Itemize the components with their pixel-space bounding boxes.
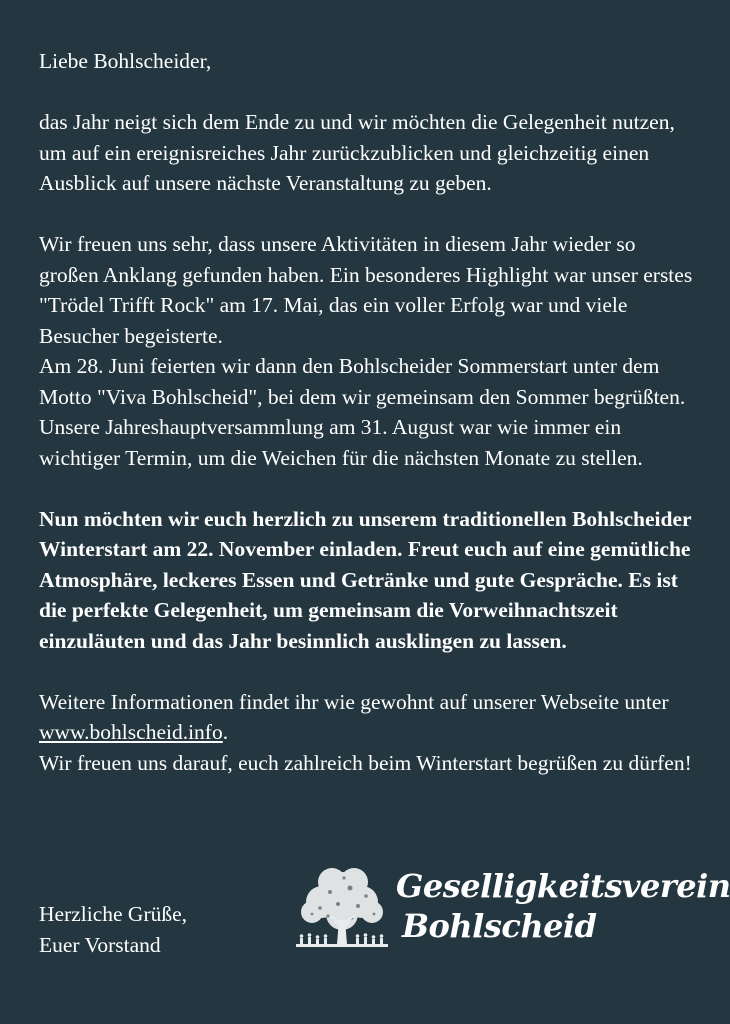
paragraph-review-part1: Wir freuen uns sehr, dass unsere Aktivitäten in diesem Jahr wieder so großen Anklang gefunden haben. Ein besonderes Highlight war unser erstes "Trödel Trifft Rock" am 17. Mai, das ein voller Erfolg war und viele Besucher begeisterte. [39,232,693,348]
letter-body [39,46,699,778]
paragraph-review [39,229,699,473]
closing-signature: Euer Vorstand [39,932,161,957]
tree-icon [292,858,392,958]
club-name [396,866,730,946]
club-logo [292,858,730,968]
closing [39,899,187,960]
paragraph-intro: das Jahr neigt sich dem Ende zu und wir möchten die Gelegenheit nutzen, um auf ein ereignisreiches Jahr zurückzublicken und gleichzeitig einen Ausblick auf unsere nächste Veranstaltung zu geben. [39,110,675,195]
closing-greeting: Herzliche Grüße, [39,902,188,926]
paragraph-review-part2: Am 28. Juni feierten wir dann den Bohlscheider Sommerstart unter dem Motto "Viva Bohlscheid", bei dem wir gemeinsam den Sommer begrüßten. Unsere Jahreshauptversammlung am 31. August war wie immer ein wichtiger Termin, um die Weichen für die nächsten Monate zu stellen. [39,354,686,470]
club-name-line2: Bohlscheid [402,907,597,945]
paragraph-info-text: Weitere Informationen findet ihr wie gewohnt auf unserer Webseite unter [39,689,669,714]
paragraph-info [39,687,699,779]
paragraph-invitation: Nun möchten wir euch herzlich zu unserem traditionellen Bohlscheider Winterstart am 22. November einladen. Freut euch auf eine gemütliche Atmosphäre, leckeres Essen und Getränke und gute Gespräche. Es ist die perfekte Gelegenheit, um gemeinsam die Vorweihnachtszeit einzuläuten und das Jahr besinnlich ausklingen zu lassen. [39,506,692,653]
salutation: Liebe Bohlscheider, [39,49,212,73]
website-link[interactable]: www.bohlscheid.info [39,720,223,744]
paragraph-looking-forward: Wir freuen uns darauf, euch zahlreich beim Winterstart begrüßen zu dürfen! [39,750,692,775]
paragraph-info-period: . [222,720,229,744]
club-name-line1: Geselligkeitsverein [396,867,730,905]
